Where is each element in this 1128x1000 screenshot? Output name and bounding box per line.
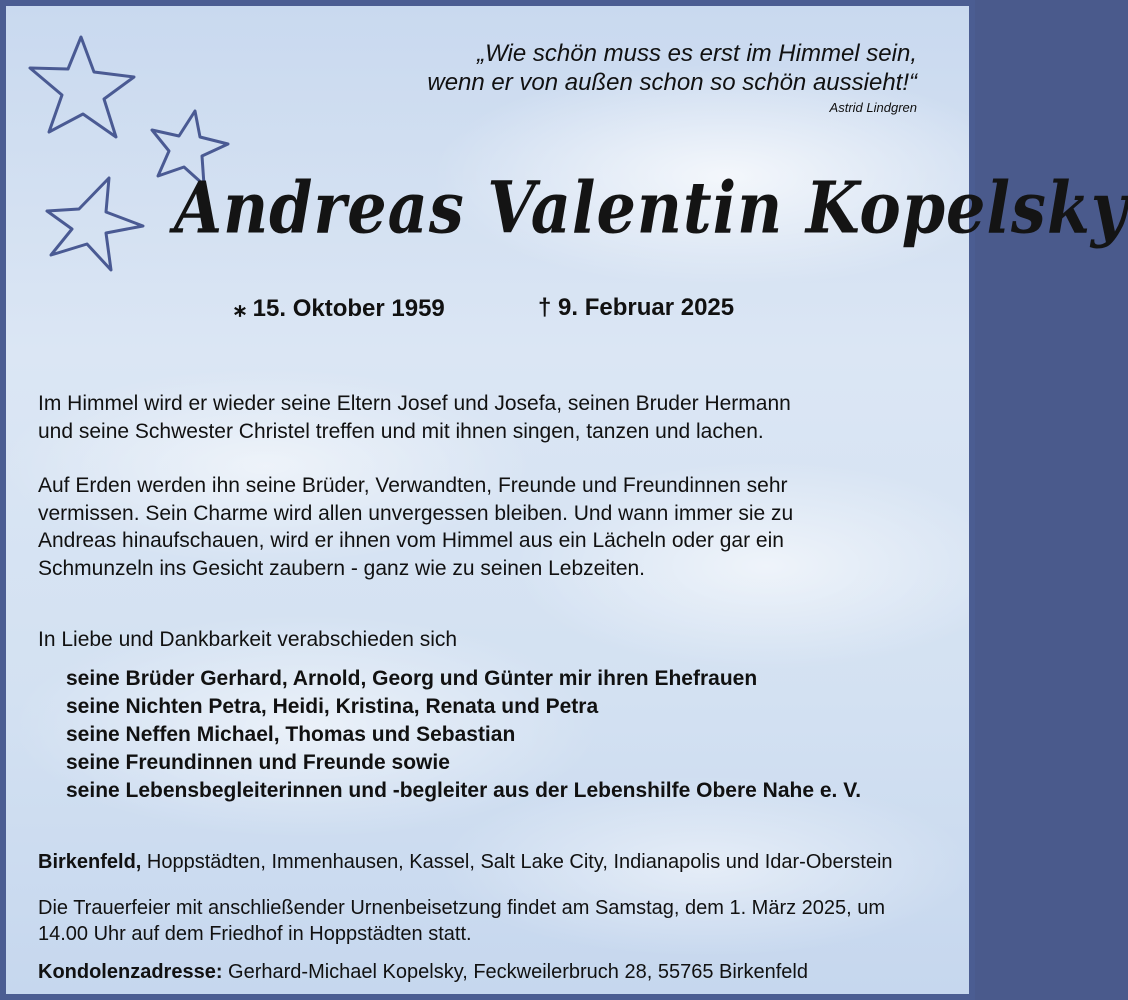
death-date: † 9. Februar 2025 [538,294,735,321]
mourner-line: seine Lebensbegleiterinnen und -begleiter aus der Lebenshilfe Obere Nahe e. V. [66,779,862,802]
star-icon [30,37,134,137]
text-line: Schmunzeln ins Gesicht zaubern - ganz wie zu seinen Lebzeiten. [38,556,646,580]
text-line: vermissen. Sein Charme wird allen unvergessen bleiben. Und wann immer sie zu [38,501,794,525]
condolence-label: Kondolenzadresse: [38,961,223,983]
birth-date: ⁎ 15. Oktober 1959 [234,295,445,322]
condolence-address [38,961,808,984]
text-line: Im Himmel wird er wieder seine Eltern Josef und Josefa, seinen Bruder Hermann [38,392,791,415]
places-line [38,851,893,874]
mourner-line: seine Neffen Michael, Thomas und Sebastian [66,723,516,746]
quote-line-1: „Wie schön muss es erst im Himmel sein, [477,40,917,67]
star-icon [47,178,143,270]
text-line: Die Trauerfeier mit anschließender Urnenbeisetzung findet am Samstag, dem 1. März 2025, um [38,897,886,919]
condolence-text: Gerhard-Michael Kopelsky, Feckweilerbruch 28, 55765 Birkenfeld [222,961,808,983]
places-others: Hoppstädten, Immenhausen, Kassel, Salt Lake City, Indianapolis und Idar-Oberstein [141,851,893,873]
text-line: 14.00 Uhr auf dem Friedhof in Hoppstädten statt. [38,923,472,945]
places-main: Birkenfeld, [38,851,142,873]
mourner-line: seine Freundinnen und Freunde sowie [66,751,450,774]
service-info [38,895,885,947]
quote-line-2: wenn er von außen schon so schön aussieht!“ [427,69,917,96]
quote-author: Astrid Lindgren [829,100,917,115]
paragraph-heaven [38,390,791,445]
text-line: Auf Erden werden ihn seine Brüder, Verwandten, Freunde und Freundinnen sehr [38,474,788,497]
farewell-intro: In Liebe und Dankbarkeit verabschieden sich [38,628,458,651]
mourner-line: seine Brüder Gerhard, Arnold, Georg und Günter mir ihren Ehefrauen [66,667,758,690]
mourner-line: seine Nichten Petra, Heidi, Kristina, Renata und Petra [66,695,599,718]
paragraph-earth [38,472,793,582]
text-line: Andreas hinaufschauen, wird er ihnen vom Himmel aus ein Lächeln oder gar ein [38,529,784,552]
deceased-name: Andreas Valentin Kopelsky [174,166,1128,250]
text-line: und seine Schwester Christel treffen und mit ihnen singen, tanzen und lachen. [38,419,764,443]
